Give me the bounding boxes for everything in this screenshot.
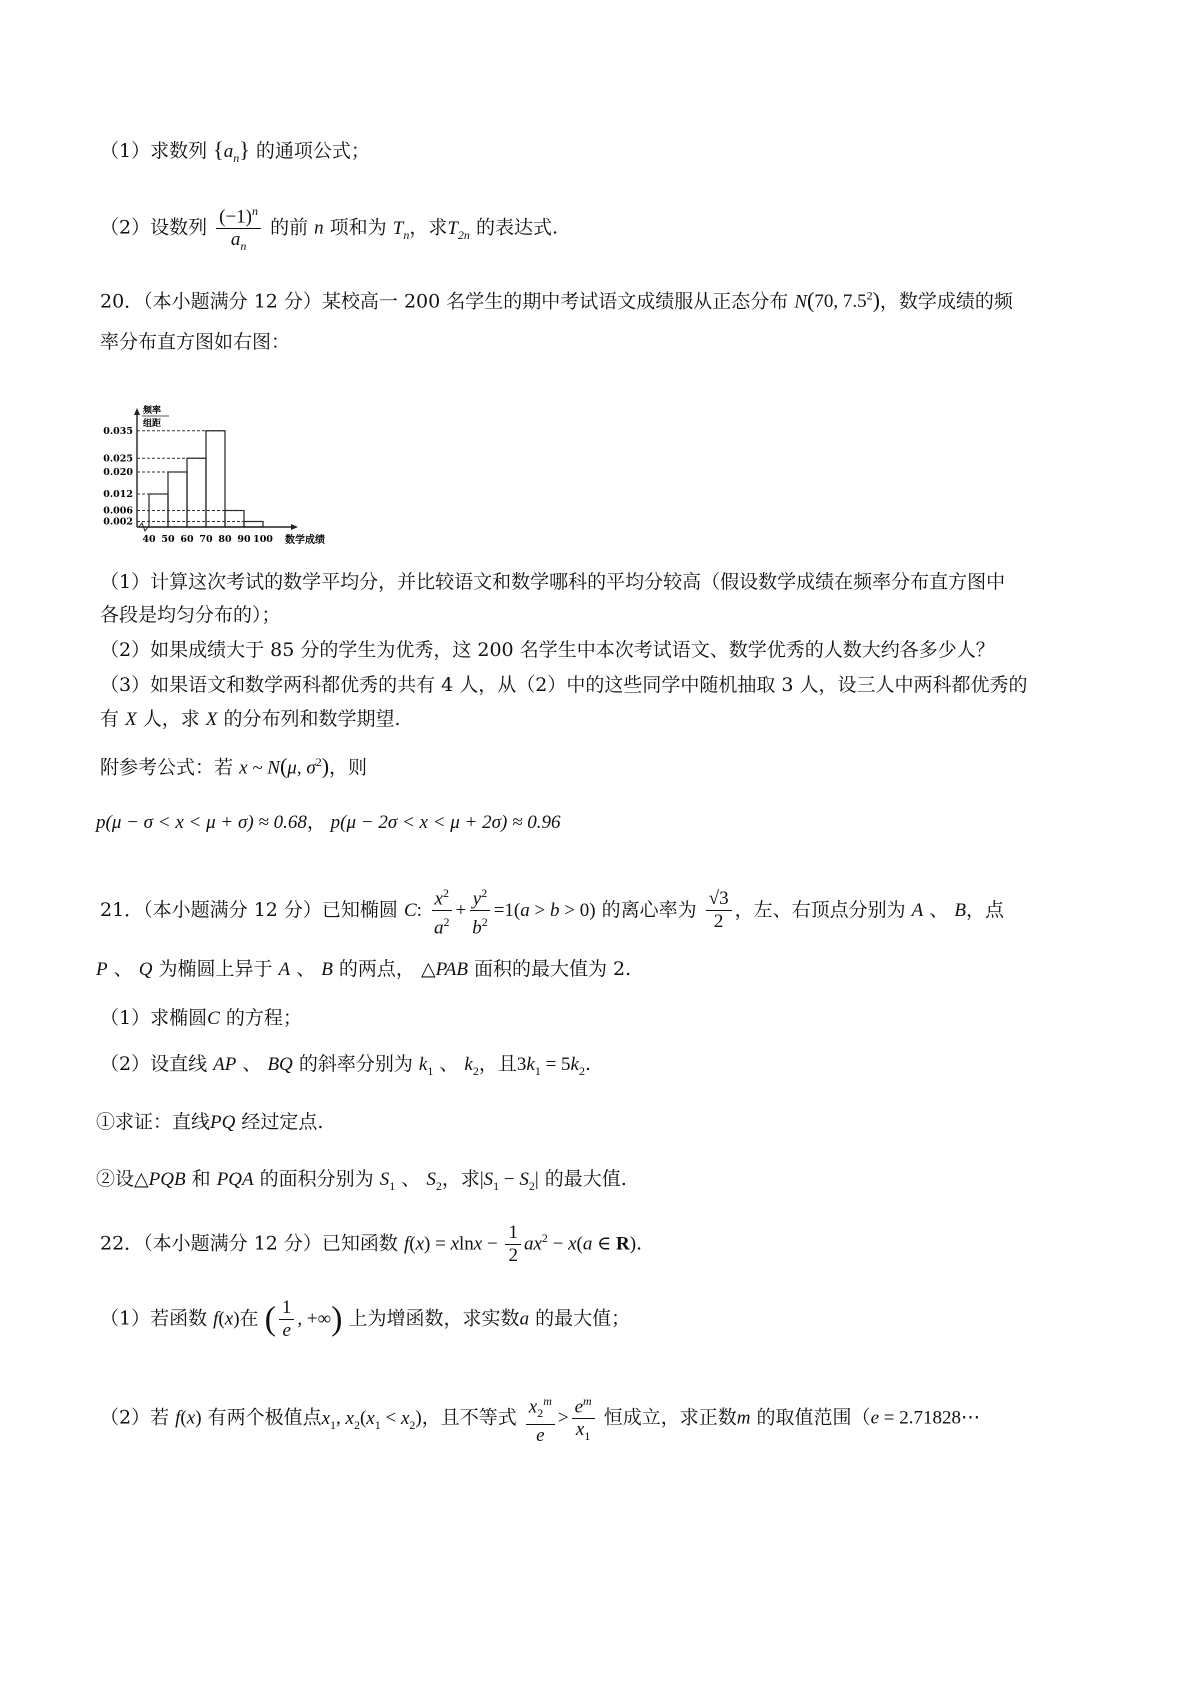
histogram-bar: [225, 511, 244, 528]
histogram-bar: [244, 522, 263, 528]
x-tick-label: 60: [180, 534, 194, 545]
math-seq-an: $\{a_n\}$: [213, 137, 250, 165]
x-tick-label: 100: [253, 534, 273, 545]
q20-sub3-line1: （3）如果语文和数学两科都优秀的共有 4 人，从（2）中的这些同学中随机抽取 3 人，设三人中两科都优秀的: [100, 674, 1028, 696]
q21-intro-line2: P 、 Q 为椭圆上异于 A 、 B 的两点， △PAB 面积的最大值为 2.: [96, 958, 632, 980]
q20-sub1-line2: 各段是均匀分布的）；: [100, 604, 281, 626]
q22-intro: 22．（本小题满分 12 分）已知函数 f(x) = xlnx − $\frac{1}{2}$ $ax^2 - x(a$ ∈ R).: [100, 1222, 643, 1266]
x-tick-label: 80: [218, 534, 232, 545]
y-tick-label: 0.006: [103, 505, 133, 517]
x-axis-arrow: [291, 524, 298, 530]
q19-part2: （2）设数列 $\frac{(-1)^n}{a_n}$ 的前 n 项和为 $T_n$，求$T_{2n}$ 的表达式.: [100, 200, 558, 257]
y-tick-label: 0.020: [103, 467, 133, 478]
histogram-chart: [95, 405, 365, 595]
x-tick-label: 50: [161, 534, 175, 545]
histogram-bar: [187, 458, 206, 527]
y-tick-label: 0.025: [103, 453, 133, 465]
q19-part1: （1）求数列 $\{a_n\}$ 的通项公式；: [100, 137, 370, 165]
y-label-top: 频率: [143, 406, 162, 416]
q20-formulas: p(μ − σ < x < μ + σ) ≈ 0.68， p(μ − 2σ < x < μ + 2σ) ≈ 0.96: [96, 812, 561, 833]
x-tick-label: 90: [237, 534, 251, 545]
y-axis-arrow: [134, 408, 140, 415]
q21-sub2: （2）设直线 AP 、 BQ 的斜率分别为 $k_1$ 、 $k_2$，且$3k_1 = 5k_2$.: [100, 1053, 592, 1078]
y-tick-label: 0.002: [103, 516, 133, 528]
y-tick-label: 0.012: [103, 489, 133, 500]
q20-sub3-line2: 有 X 人，求 X 的分布列和数学期望.: [100, 708, 401, 730]
q21-claim2: ②设△PQB 和 PQA 的面积分别为 $S_1$ 、 $S_2$，求$|S_1 - S_2|$ 的最大值.: [96, 1168, 627, 1193]
histogram-bar: [206, 431, 225, 527]
q20-intro-line2: 率分布直方图如右图：: [100, 331, 291, 353]
q21-claim1: ①求证：直线PQ 经过定点.: [96, 1111, 324, 1133]
q22-sub1: （1）若函数 f(x)在 ( $\frac{1}{e}$ , +∞) 上为增函数，求实数a 的最大值；: [100, 1297, 631, 1341]
q21-sub1: （1）求椭圆C 的方程；: [100, 1007, 302, 1029]
y-tick-label: 0.035: [103, 425, 133, 437]
y-label-bottom: 组距: [143, 419, 162, 429]
q21-intro-line1: 21．（本小题满分 12 分）已知椭圆 C: $\frac{x^2}{a^2}$ + $\frac{y^2}{b^2}$ =1(a > b > 0) 的离心率为 $\frac{√3}{2}$ ，左、右顶点分别为 A 、 B，点: [100, 882, 1004, 940]
q20-intro-line1: 20．（本小题满分 12 分）某校高一 200 名学生的期中考试语文成绩服从正态分布 N(70, $7.5^2$)，数学成绩的频: [100, 287, 1013, 313]
q20-sub2: （2）如果成绩大于 85 分的学生为优秀，这 200 名学生中本次考试语文、数学优秀的人数大约各多少人？: [100, 639, 995, 661]
q22-sub2: （2）若 f(x) 有两个极值点$x_1$, $x_2(x_1 < x_2)$，且不等式 $\frac{x_2^m}{e}$ > $\frac{e^m}{x_1}$ 恒成立，求正数m 的取值范围（e = 2.71828⋯: [100, 1390, 980, 1447]
q20-sub1-line1: （1）计算这次考试的数学平均分，并比较语文和数学哪科的平均分较高（假设数学成绩在频率分布直方图中: [100, 571, 1006, 593]
x-tick-label: 40: [142, 534, 156, 545]
x-tick-label: 70: [199, 534, 213, 545]
q20-reference: 附参考公式：若 x ~ N(μ, $\sigma^2$)，则: [100, 753, 368, 779]
histogram-bar: [168, 472, 187, 527]
math-frac-neg1-over-an: $\frac{(-1)^n}{a_n}$: [216, 200, 261, 257]
x-axis-label: 数学成绩: [285, 535, 325, 546]
